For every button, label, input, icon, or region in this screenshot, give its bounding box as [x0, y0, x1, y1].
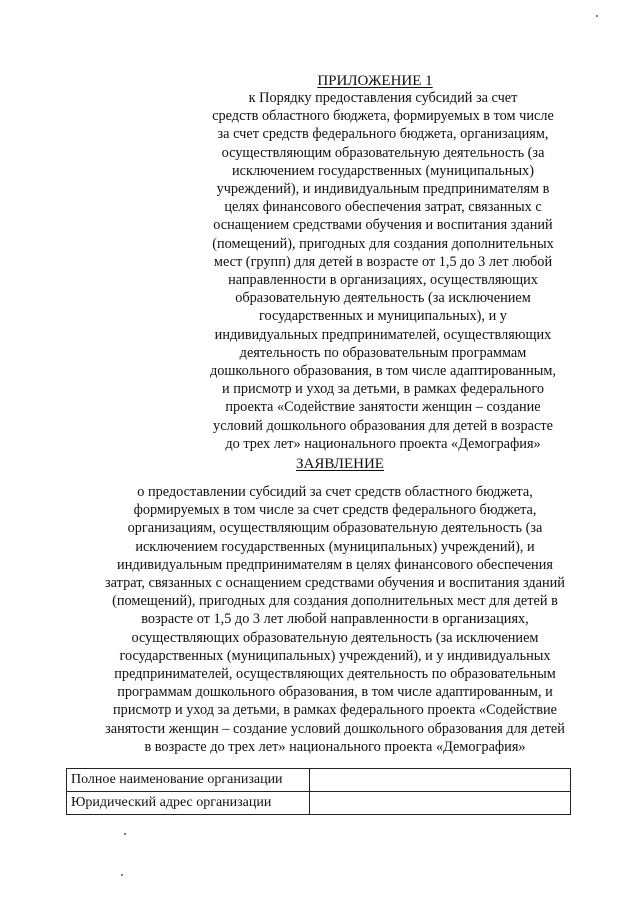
- appendix-text: [186, 89, 580, 453]
- table-row: [67, 792, 571, 815]
- statement-line: программам дошкольного образования, в том числе адаптированным, и: [117, 684, 553, 701]
- appendix-line: учреждений), и индивидуальным предпринимателям в: [216, 181, 550, 198]
- appendix-line: исключением государственных (муниципальных): [232, 162, 534, 179]
- appendix-line: за счет средств федерального бюджета, организациям,: [217, 126, 549, 143]
- appendix-title: ПРИЛОЖЕНИЕ 1: [317, 73, 433, 89]
- organization-info-table: [66, 768, 571, 815]
- appendix-line: мест (групп) для детей в возрасте от 1,5 до 3 лет любой: [213, 253, 553, 270]
- appendix-line: к Порядку предоставления субсидий за счет: [248, 90, 518, 106]
- appendix-line: осуществляющим образовательную деятельность (за: [221, 144, 545, 161]
- appendix-line: средств областного бюджета, формируемых в том числе: [212, 108, 554, 125]
- table-row: [67, 769, 571, 792]
- org-name-value[interactable]: [310, 769, 571, 792]
- statement-text: [55, 483, 615, 756]
- org-name-label: Полное наименование организации: [67, 769, 310, 792]
- appendix-line: целях финансового обеспечения затрат, связанных с: [224, 199, 542, 216]
- scan-speck: [596, 15, 598, 17]
- statement-line: присмотр и уход за детьми, в рамках федерального проекта «Содействие: [113, 702, 557, 719]
- statement-line: предпринимателей, осуществляющих деятельность по образовательным: [114, 666, 556, 683]
- statement-title: ЗАЯВЛЕНИЕ: [296, 456, 384, 472]
- statement-line: исключением государственных (муниципальных) учреждений), и: [135, 538, 535, 555]
- appendix-line: (помещений), пригодных для создания дополнительных: [212, 235, 554, 252]
- appendix-line: проекта «Содействие занятости женщин – создание: [225, 399, 541, 416]
- appendix-line: дошкольного образования, в том числе адаптированным,: [209, 363, 557, 380]
- appendix-line: государственных и муниципальных), и у: [259, 308, 507, 325]
- scan-speck: [124, 833, 126, 835]
- appendix-line: до трех лет» национального проекта «Демография»: [225, 435, 541, 452]
- appendix-line: образовательную деятельность (за исключением: [235, 290, 531, 307]
- statement-line: индивидуальным предпринимателям в целях финансового обеспечения: [117, 556, 553, 573]
- org-address-value[interactable]: [310, 792, 571, 815]
- statement-line: о предоставлении субсидий за счет средств областного бюджета,: [137, 484, 533, 500]
- appendix-line: индивидуальных предпринимателей, осуществляющих: [214, 326, 552, 343]
- appendix-line: и присмотр и уход за детьми, в рамках федерального: [222, 381, 544, 398]
- statement-line: формируемых в том числе за счет средств федерального бюджета,: [133, 502, 537, 519]
- statement-line: государственных (муниципальных) учреждений), и у индивидуальных: [119, 647, 551, 664]
- appendix-line: оснащением средствами обучения и воспитания зданий: [213, 217, 553, 234]
- statement-line: (помещений), пригодных для создания дополнительных мест для детей в: [112, 593, 558, 610]
- statement-line: организациям, осуществляющим образовательную деятельность (за: [127, 520, 543, 537]
- appendix-line: условий дошкольного образования для детей в возрасте: [213, 417, 553, 434]
- appendix-line: деятельность по образовательным программам: [239, 344, 527, 361]
- scan-speck: [121, 874, 123, 876]
- statement-line: в возрасте до трех лет» национального проекта «Демография»: [144, 738, 526, 755]
- statement-line: возрасте от 1,5 до 3 лет любой направленности в организациях,: [141, 611, 529, 628]
- statement-line: занятости женщин – создание условий дошкольного образования для детей: [105, 720, 565, 737]
- statement-line: затрат, связанных с оснащением средствами обучения и воспитания зданий: [105, 575, 565, 592]
- org-address-label: Юридический адрес организации: [67, 792, 310, 815]
- statement-line: осуществляющих образовательную деятельность (за исключением: [131, 629, 539, 646]
- appendix-line: направленности в организациях, осуществляющих: [228, 272, 538, 289]
